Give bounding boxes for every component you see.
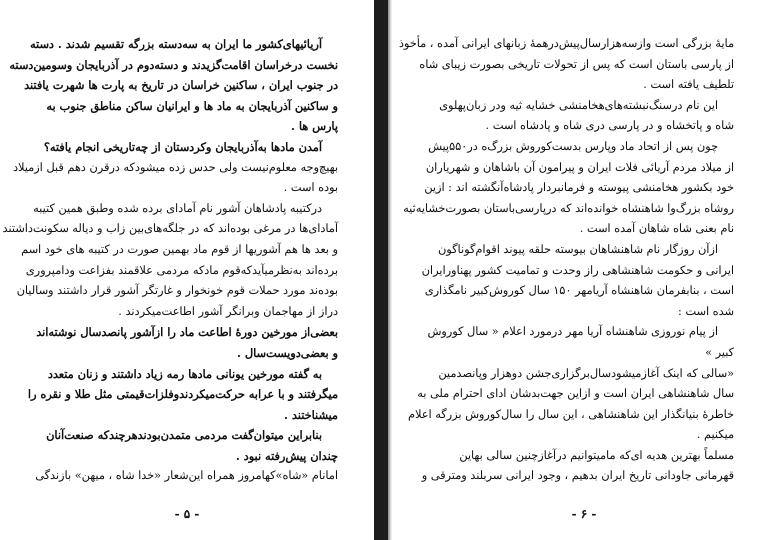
text-line: خاطرهٔ بنیانگذار این شاهنشاهی ، این سال را سال‌کوروش بزرگه اعلام — [408, 407, 734, 421]
text-line: بهیچ‌وجه معلوم‌نیست ولی حدس زده میشودکه درقرن دهم قبل ازمیلاد — [12, 160, 338, 174]
text-line: قهرمانی جاودانی تاریخ ایران بدهیم ، وجود ایرانی سربلند ومترقی و — [421, 469, 734, 483]
text-line: بوده‌ند مورد حملات قوم خونخوار و غارتگر آشور قرار داشتند وسالیان — [16, 284, 338, 298]
right-page — [398, 34, 734, 524]
text-line: میگرفتند و با عرابه حرکت‌میکردندوفلزات‌قیمتی مثل طلا و نقره را — [27, 387, 338, 402]
text-line: به گفته مورخین یونانی مادها رمه زیاد داشتند و زنان متعدد — [47, 366, 322, 381]
text-line: روشاه بزرگ‌وا شاهنشاه خوانده‌اند که درپارسی‌باستان بصورت‌خشایه‌ثیه — [403, 201, 734, 215]
text-line: ازآن روزگار نام شاهنشاهان بیوسته حلقه پیوند اقوام‌گوناگون — [438, 242, 718, 256]
text-line: نخست درخراسان اقامت‌گزیدند و دسته‌دوم در آذربایجان وسومین‌دسته — [9, 57, 338, 72]
text-line: دراز از مهاجمان وبرانگر آشور اطاعت‌میکردند . — [118, 304, 338, 318]
text-line: است ، بنابفرمان شاهنشاه آریامهر ۱۵۰ سال کوروش‌کبیر نامگذاری — [424, 284, 734, 298]
text-line: آریائیهای‌کشور ما ایران به سه‌دسته بزرگه تقسیم شدند . دسته — [30, 37, 322, 51]
text-line: نام بعنی شاه شاهان آمده است . — [579, 222, 734, 236]
text-line: از پارسی باستان است که پس از تحولات تاریخی بصورت زیبای شاه — [419, 57, 734, 71]
text-line: بعضی‌از مورخین دورهٔ اطاعت ماد را ازآشور پانصدسال نوشته‌اند — [36, 325, 338, 340]
text-line: آمدن مادها به‌آذربایجان وکردستان از چه‌تاریخی انجام یافته؟ — [43, 139, 322, 154]
text-line: پارس ها . — [290, 119, 338, 134]
text-line: در جنوب ایران ، ساکنین خراسان در تاریخ به پارت ها شهرت یافتند — [24, 78, 338, 93]
text-line: تلطیف یافته است . — [643, 78, 734, 92]
text-line: درکتیبه پادشاهان آشور نام آمادای برده شده وطبق همین کتیبه — [33, 201, 322, 215]
book-spine — [374, 0, 388, 540]
text-line: ایرانی و حکومت شاهنشاهی راز وحدت و تمامیت کشور پهناورایران — [421, 263, 734, 277]
text-line: آمادای‌ها در مرغی بوده‌اند که در جلگه‌های‌بین زاب و دیاله سکونت‌داشتند — [2, 222, 338, 236]
text-line: از پیام نوروزی شاهنشاه آریا مهر درمورد اعلام « سال کوروش — [427, 325, 718, 339]
text-line: «سالی که اینک آغازمیشودسال‌برگزاری‌جشن دوهزار وپانصدمین — [438, 366, 734, 380]
text-line: شده است : — [678, 304, 734, 318]
text-line: بنابراین میتوان‌گفت مردمی متمدن‌بودندهرچندکه صنعت‌آنان — [46, 428, 322, 443]
text-line: مسلماً بهترین هدیه ای‌که مامیتوانیم درآغازچنین سالی بهاین — [459, 448, 734, 462]
text-line: مایهٔ بزرگی است وازسه‌هزارسال‌پیش‌درهمهٔ زبانهای ایرانی آمده ، مأخوذ — [398, 37, 734, 50]
text-line: امانام «شاه»کهامروز همراه این‌شعار «خدا شاه ، میهن» بازندگی — [35, 469, 338, 483]
text-line: چون پس از اتحاد ماد وپارس بدست‌کوروش بزرگ‌ه در۵۵۰پیش — [428, 139, 718, 153]
text-line: چندان پیش‌رفته نبود . — [235, 448, 338, 463]
text-line: شاه و پاتخشاه و در پارسی دری شاه و پادشاه است . — [485, 119, 734, 133]
text-line: سال شاهنشاهی ایران است و ازاین جهت‌بدشان ادای احترام ملی به — [417, 387, 734, 401]
text-line: این نام درسنگ‌نبشته‌های‌هخامنشی خشایه ثیه ودر زبان‌پهلوی — [439, 98, 718, 112]
text-line: و ساکنین آذربایجان به ماد ها و ایرانیان ساکن مناطق جنوب به — [46, 98, 338, 113]
text-line: و بعد ها هم آشوریها از قوم ماد بهمین صورت در کتیبه های خود اسم — [21, 242, 338, 256]
text-line: میکنیم . — [696, 428, 734, 442]
book-spine-shadow — [388, 0, 392, 540]
left-page — [2, 34, 338, 524]
page-number-right: - ۶ - — [571, 507, 597, 521]
page-number-left: - ۵ - — [174, 507, 200, 521]
text-line: و بعضی‌دویست‌سال . — [237, 345, 338, 360]
text-line: بوده است . — [283, 181, 338, 195]
text-line: از میلاد مردم آریائی فلات ایران و پیرامون آن باشاهان و شهریاران — [425, 160, 734, 174]
text-line: خود بکشور هخامنشی پیوسته و فرمانبردار پادشاه‌آنگشته اند : ازین — [424, 181, 734, 195]
text-line: کبیر » — [705, 345, 734, 359]
text-line: میشناختند . — [284, 407, 338, 422]
text-line: برده‌اند به‌نظرمیآیدکه‌قوم مادکه مردمی علاقمند بفزاعت ودامپروری — [25, 263, 338, 277]
